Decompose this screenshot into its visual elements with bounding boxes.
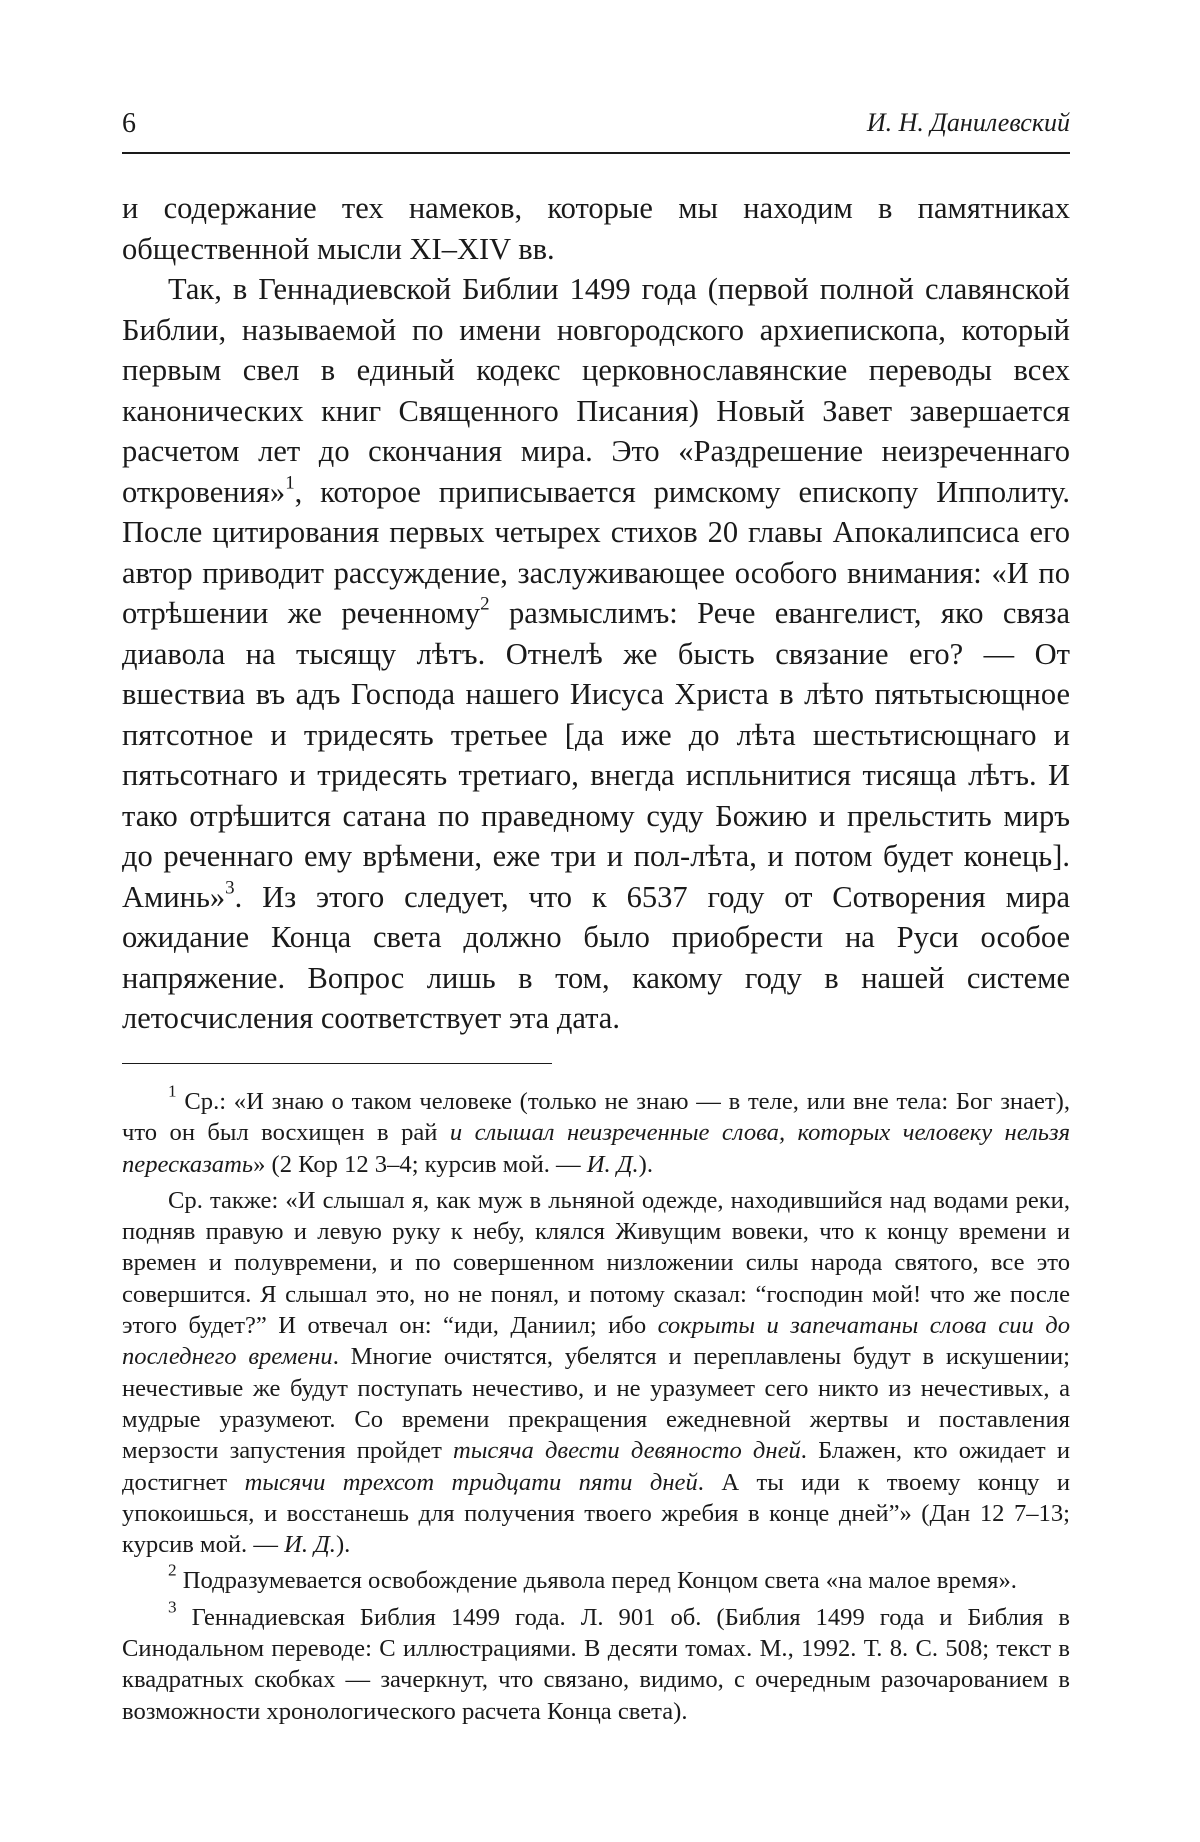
text-run: . А ты иди к твоему концу и упокоишься, и восстанешь для получения твоего жребия в конце дней”» (Дан 12 7–13; курсив мой. — — [122, 1468, 1070, 1559]
text-run: Так, в Геннадиевской Библии 1499 года (первой полной славянской Библии, называемой по имени новгородского архиепископа, который первым свел в единый кодекс церковнославянские переводы всех канонических книг Священного Писания) Новый Завет завершается расчетом лет до скончания мира. Это «Раздрешение неизреченнаго откровения» — [122, 272, 1070, 509]
text-run: ). — [335, 1531, 351, 1559]
running-head-author: И. Н. Данилевский — [866, 108, 1070, 137]
text-run: . Блажен, кто ожидает и достигнет — [122, 1437, 1070, 1496]
paragraph-continuation: и содержание тех намеков, которые мы находим в памятниках общественной мысли XI–XIV вв. — [122, 191, 1070, 266]
footnote-divider — [122, 1063, 552, 1064]
text-run: Ср.: «И знаю о таком человеке (только не знаю — в теле, или вне тела: Бог знает), что он был восхищен в рай — [122, 1088, 1070, 1147]
text-run: ). — [638, 1150, 653, 1178]
main-text — [122, 188, 1070, 1039]
italic-quote: и слышал неизреченные слова, которых человеку нельзя пересказать — [122, 1119, 1071, 1178]
footnotes — [122, 1081, 1071, 1727]
text-run: . Из этого следует, что к 6537 году от Сотворения мира ожидание Конца света должно было приобрести на Руси особое напряжение. Вопрос лишь в том, какому году в нашей системе летосчисления соответствует эта дата. — [122, 879, 1070, 1035]
paragraph-gennadiev-bible — [122, 269, 1070, 1039]
footnote-mark-3: 3 — [168, 1597, 177, 1617]
text-run: Подразумевается освобождение дьявола перед Концом света «на малое время». — [176, 1567, 1017, 1595]
italic-quote: тысячи трехсот тридцати пяти дней — [244, 1468, 698, 1496]
footnote-1-continuation — [122, 1185, 1070, 1561]
text-run: Ср. также: «И слышал я, как муж в льняной одежде, находившийся над водами реки, подняв правую и левую руку к небу, клялся Живущим вовеки, что к концу времени и времен и полувремени, и по совершенном низложении силы народа святого, все это совершится. Я слышал это, но не понял, и потому сказал: “господин мой! что же после этого будет?” И отвечал он: “иди, Даниил; ибо — [122, 1186, 1070, 1340]
text-run: . Многие очистятся, убелятся и переплавлены будут в искушении; нечестивые же будут поступать нечестиво, и не уразумеет сего никто из нечестивых, а мудрые уразумеют. Со времени прекращения ежедневной жертвы и поставления мерзости запустения пройдет — [122, 1343, 1070, 1465]
footnote-mark-1: 1 — [168, 1081, 177, 1101]
footnote-ref-3[interactable]: 3 — [225, 876, 235, 898]
page-number: 6 — [122, 108, 136, 139]
page-header — [122, 108, 1070, 154]
footnote-mark-2: 2 — [168, 1561, 177, 1581]
footnote-ref-1[interactable]: 1 — [285, 471, 295, 493]
italic-quote: сокрыты и запечатаны слова сии до последнего времени — [122, 1312, 1070, 1371]
italic-initials: И. Д. — [284, 1531, 336, 1559]
italic-quote: тысяча двести девяносто дней — [453, 1437, 801, 1465]
footnote-2 — [122, 1561, 1070, 1596]
text-run: размыслимъ: Рече евангелист, яко связа диавола на тысящу лѣтъ. Отнелѣ же бысть связание его? — От вшествиа въ адъ Господа нашего Иисуса Христа в лѣто пятьтысющное пятсотное и тридесять третьее [да иже до лѣта шестьтисющнаго и пятьсотнаго и тридесять третиаго, внегда испльнитися тисяща лѣтъ. И тако отрѣшится сатана по праведному суду Божию и прельстить миръ до реченнаго ему врѣмени, еже три и пол-лѣта, и потом будет конець]. Аминь» — [122, 596, 1070, 914]
footnote-ref-2[interactable]: 2 — [480, 593, 490, 615]
text-run: Геннадиевская Библия 1499 года. Л. 901 об. (Библия 1499 года и Библия в Синодальном переводе: С иллюстрациями. В десяти томах. М., 1992. Т. 8. С. 508; текст в квадратных скобках — зачеркнут, что связано, видимо, с очередным разочарованием в возможности хронологического расчета Конца света). — [122, 1603, 1070, 1725]
text-run: » (2 Кор 12 3–4; курсив мой. — — [253, 1150, 587, 1178]
footnote-3 — [122, 1597, 1070, 1727]
text-run: , которое приписывается римскому епископу Ипполиту. После цитирования первых четырех стихов 20 главы Апокалипсиса его автор приводит рассуждение, заслуживающее особого внимания: «И по отрѣшении же реченному — [122, 474, 1070, 630]
italic-initials: И. Д. — [586, 1150, 639, 1178]
footnote-1 — [122, 1081, 1071, 1180]
